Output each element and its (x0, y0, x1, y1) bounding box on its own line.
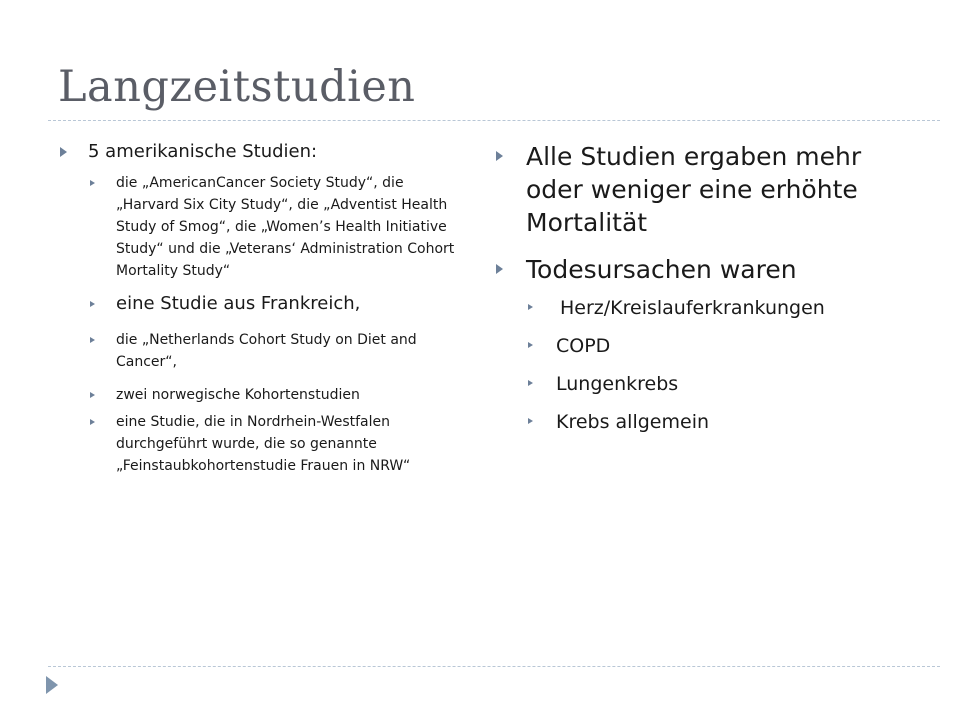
cause-item-copd (496, 334, 906, 358)
bullet-causes-of-death (496, 253, 906, 286)
triangle-bullet-icon (90, 180, 95, 186)
causes-list (496, 296, 906, 434)
bullet-text: 5 amerikanische Studien: (88, 141, 318, 162)
sub-bullet-netherlands (60, 329, 460, 373)
triangle-bullet-icon (90, 392, 95, 398)
left-column (60, 140, 460, 477)
title-divider (48, 120, 940, 121)
sub-bullet-nrw (60, 411, 460, 477)
triangle-bullet-icon (528, 342, 533, 348)
slide-title: Langzeitstudien (58, 62, 416, 112)
cause-item-cancer-general (496, 410, 906, 434)
bullet-text: Todesursachen waren (526, 255, 797, 284)
triangle-bullet-icon (496, 264, 503, 274)
cause-text: COPD (556, 335, 611, 357)
sub-bullet-text: zwei norwegische Kohortenstudien (116, 387, 360, 403)
cause-text: Herz/Kreislauferkrankungen (560, 297, 825, 319)
triangle-bullet-icon (90, 337, 95, 343)
cause-item-cardiovascular (496, 296, 906, 320)
cause-text: Lungenkrebs (556, 373, 679, 395)
sub-bullet-text: eine Studie aus Frankreich, (116, 293, 361, 314)
cause-item-lung-cancer (496, 372, 906, 396)
sub-bullet-text: die „AmericanCancer Society Study“, die „Harvard Six City Study“, die „Adventist Health Study of Smog“, die „Women’s Health Initiative Study“ und die „Veterans‘ Administration Cohort Mortality Study“ (116, 175, 455, 279)
sub-bullet-text: die „Netherlands Cohort Study on Diet and Cancer“, (116, 332, 417, 370)
triangle-bullet-icon (90, 419, 95, 425)
sub-bullet-text: eine Studie, die in Nordrhein-Westfalen durchgeführt wurde, die so genannte „Feinstaubkohortenstudie Frauen in NRW“ (116, 414, 411, 474)
bullet-mortality (496, 140, 906, 239)
right-column (496, 140, 906, 434)
triangle-bullet-icon (496, 151, 503, 161)
cause-text: Krebs allgemein (556, 411, 710, 433)
bullet-text: Alle Studien ergaben mehr oder weniger eine erhöhte Mortalität (526, 142, 862, 237)
triangle-bullet-icon (528, 380, 533, 386)
triangle-bullet-icon (90, 301, 95, 307)
triangle-bullet-icon (528, 418, 533, 424)
sub-bullet-list (60, 172, 460, 477)
triangle-bullet-icon (60, 147, 67, 157)
sub-bullet-norway (60, 384, 460, 406)
triangle-bullet-icon (528, 304, 533, 310)
footer-divider (48, 666, 940, 667)
sub-bullet-us-studies (60, 172, 460, 282)
bullet-american-studies (60, 140, 460, 164)
sub-bullet-france (60, 292, 460, 316)
slide-corner-triangle-icon (46, 676, 58, 694)
